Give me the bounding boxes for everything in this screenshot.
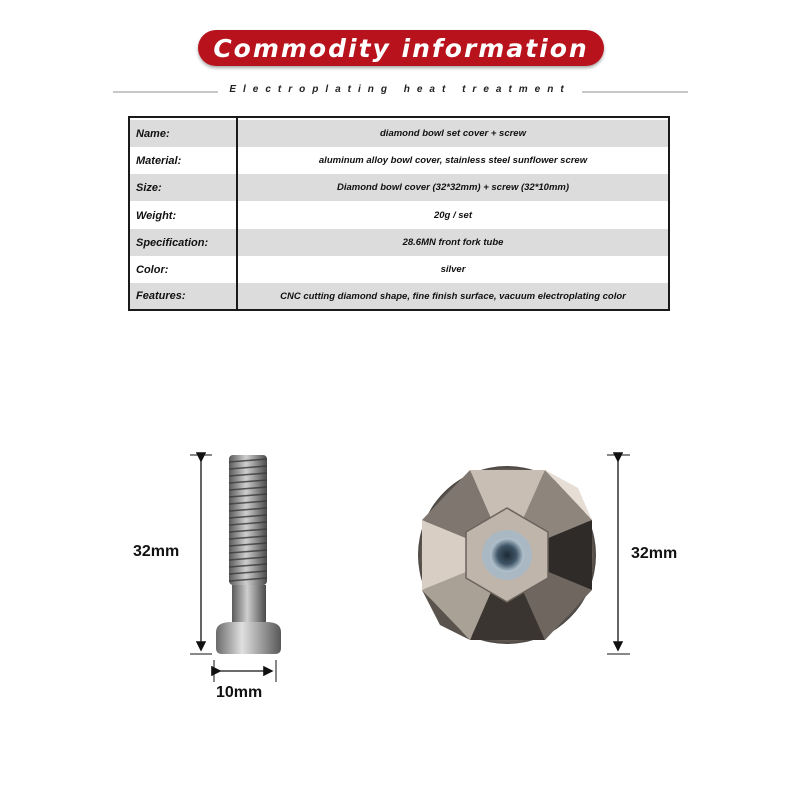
spec-label: Material: — [136, 154, 182, 167]
cap-diameter-dimension — [607, 455, 630, 654]
cap-image — [418, 466, 596, 644]
spec-label: Name: — [136, 127, 170, 140]
cap-diameter-label: 32mm — [631, 545, 678, 562]
spec-value: 28.6MN front fork tube — [402, 237, 504, 248]
spec-value: CNC cutting diamond shape, fine finish surface, vacuum electroplating color — [280, 290, 626, 302]
spec-value: diamond bowl set cover + screw — [380, 128, 526, 139]
spec-value: silver — [440, 264, 466, 275]
subtitle: Electroplating heat treatment — [222, 84, 578, 95]
spec-value: Diamond bowl cover (32*32mm) + screw (32*10mm) — [336, 182, 570, 193]
spec-label: Features: — [136, 290, 186, 302]
spec-label: Weight: — [136, 209, 177, 222]
cap-hole — [490, 538, 524, 572]
spec-value: aluminum alloy bowl cover, stainless steel sunflower screw — [318, 155, 588, 166]
screw-width-label: 10mm — [216, 684, 263, 701]
screw-head — [216, 622, 281, 654]
spec-label: Color: — [136, 263, 169, 276]
screw-length-dimension — [190, 455, 212, 654]
screw-shank — [232, 585, 266, 623]
screw-image — [216, 455, 281, 654]
spec-value: 20g / set — [433, 210, 473, 221]
spec-label: Size: — [136, 181, 162, 194]
spec-label: Specification: — [136, 236, 209, 249]
page-title: Commodity information — [213, 33, 589, 63]
screw-length-label: 32mm — [133, 543, 180, 560]
screw-width-dimension — [214, 660, 276, 682]
